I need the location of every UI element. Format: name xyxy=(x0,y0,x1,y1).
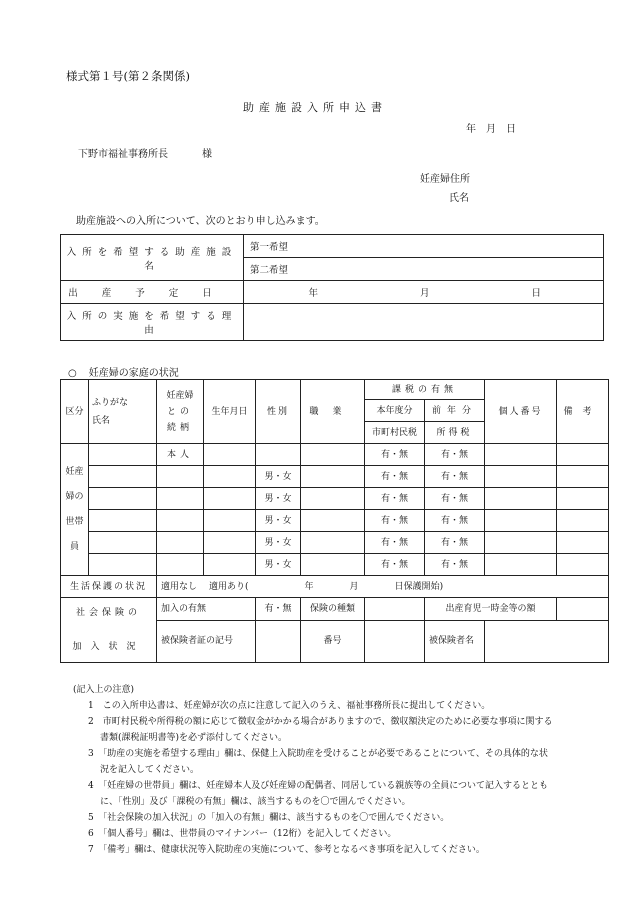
col-tax-status: 課税の有無 xyxy=(365,380,485,400)
group-line1: 妊産 xyxy=(65,466,84,477)
note-2-cont: 書類(課税証明書等)を必ず添付してください。 xyxy=(100,733,288,743)
col-tax-city-1: 本年度分 xyxy=(365,400,425,422)
relation-cell[interactable] xyxy=(157,532,204,554)
tax-city-cell[interactable]: 有・無 xyxy=(365,554,425,576)
group-line2: 婦の xyxy=(65,491,84,502)
page-title: 助産施設入所申込書 xyxy=(243,101,387,114)
tax-income-cell[interactable]: 有・無 xyxy=(425,510,485,532)
name-cell[interactable] xyxy=(89,532,157,554)
facility-label: 入所を希望する助産施設名 xyxy=(61,235,244,281)
card-number-field[interactable] xyxy=(365,621,425,663)
lump-sum-label: 出産育児一時金等の額 xyxy=(425,598,557,621)
welfare-field[interactable] xyxy=(157,576,609,598)
mynumber-cell[interactable] xyxy=(485,444,557,466)
form-number: 様式第１号(第２条関係) xyxy=(66,69,190,83)
tax-income-cell[interactable]: 有・無 xyxy=(425,488,485,510)
job-cell[interactable] xyxy=(301,554,365,576)
job-cell[interactable] xyxy=(301,532,365,554)
col-mynumber: 個人番号 xyxy=(485,380,557,444)
col-relation-line1: 妊産婦 xyxy=(166,390,194,401)
circle-bullet-icon: ○ xyxy=(68,368,77,379)
welfare-start: 日保護開始) xyxy=(394,581,444,592)
name-cell[interactable] xyxy=(89,510,157,532)
gender-cell[interactable]: 男・女 xyxy=(256,554,301,576)
tax-city-cell[interactable]: 有・無 xyxy=(365,444,425,466)
name-cell[interactable] xyxy=(89,488,157,510)
name-cell[interactable] xyxy=(89,444,157,466)
insurance-row-1 xyxy=(61,598,609,621)
note-3: 3 「助産の実施を希望する理由」欄は、保健上入院助産を受けることが必要であることについて、その具体的な状 xyxy=(88,749,548,759)
note-6: 6 「個人番号」欄は、世帯員のマイナンバー（12桁）を記入してください。 xyxy=(88,829,397,839)
second-choice-field[interactable]: 第二希望 xyxy=(244,258,604,281)
col-relation-line2: との xyxy=(166,406,193,417)
gender-cell[interactable]: 男・女 xyxy=(256,510,301,532)
mynumber-cell[interactable] xyxy=(485,466,557,488)
insurance-joined-label: 加入の有無 xyxy=(157,598,256,621)
table-row xyxy=(61,466,609,488)
note-7: 7 「備考」欄は、健康状況等入院助産の実施について、参考となるべき事項を記入してください。 xyxy=(88,845,485,855)
welfare-year: 年 xyxy=(304,581,314,592)
insurance-type-label: 保険の種類 xyxy=(301,598,365,621)
welfare-none: 適用なし xyxy=(161,581,198,592)
mynumber-cell[interactable] xyxy=(485,510,557,532)
relation-cell[interactable] xyxy=(157,510,204,532)
note-1: 1 この入所申込書は、妊産婦が次の点に注意して記入のうえ、福祉事務所長に提出してください。 xyxy=(88,701,491,711)
birth-day: 日 xyxy=(531,288,541,299)
notes-cell[interactable] xyxy=(557,466,609,488)
job-cell[interactable] xyxy=(301,510,365,532)
lump-sum-field[interactable] xyxy=(557,598,609,621)
table-row xyxy=(61,554,609,576)
reason-label: 入所の実施を希望する理由 xyxy=(61,304,244,341)
col-occupation: 職業 xyxy=(301,380,365,444)
date-field[interactable]: 年 月 日 xyxy=(466,124,516,135)
gender-cell[interactable]: 男・女 xyxy=(256,466,301,488)
notes-cell[interactable] xyxy=(557,510,609,532)
group-line4: 員 xyxy=(69,541,79,552)
tax-city-cell[interactable]: 有・無 xyxy=(365,466,425,488)
note-4: 4 「妊産婦の世帯員」欄は、妊産婦本人及び妊産婦の配偶者、同居している親族等の全員について記入するととも xyxy=(88,781,549,791)
birth-cell[interactable] xyxy=(204,532,256,554)
tax-income-cell[interactable]: 有・無 xyxy=(425,444,485,466)
notes-heading: (記入上の注意) xyxy=(73,685,135,695)
relation-cell[interactable] xyxy=(157,488,204,510)
job-cell[interactable] xyxy=(301,444,365,466)
col-relation xyxy=(157,380,204,444)
col-gender: 性別 xyxy=(256,380,301,444)
insurance-label-line1: 社会保険の xyxy=(75,608,141,618)
mynumber-cell[interactable] xyxy=(485,532,557,554)
notes-cell[interactable] xyxy=(557,444,609,466)
col-tax-income-2: 所得税 xyxy=(425,422,485,444)
note-5: 5 「社会保険の加入状況」の「加入の有無」欄は、該当するものを〇で囲んでください。 xyxy=(88,813,450,823)
col-shimei: 氏名 xyxy=(92,415,111,426)
relation-cell[interactable] xyxy=(157,554,204,576)
gender-cell[interactable]: 男・女 xyxy=(256,532,301,554)
reason-field[interactable] xyxy=(244,304,604,341)
tax-city-cell[interactable]: 有・無 xyxy=(365,532,425,554)
facility-table xyxy=(60,234,604,341)
table-row xyxy=(61,510,609,532)
table-row xyxy=(61,444,609,466)
birth-cell[interactable] xyxy=(204,554,256,576)
household-title-text: 妊産婦の家庭の状況 xyxy=(88,368,179,379)
col-name xyxy=(89,380,157,444)
insurance-type-field[interactable] xyxy=(365,598,425,621)
birth-cell[interactable] xyxy=(204,444,256,466)
birth-cell[interactable] xyxy=(204,488,256,510)
welfare-label: 生活保護の状況 xyxy=(61,576,157,598)
group-line3: 世帯 xyxy=(65,516,84,527)
birth-cell[interactable] xyxy=(204,466,256,488)
welfare-month: 月 xyxy=(349,581,359,592)
addressee-office: 下野市福祉事務所長 xyxy=(78,149,168,160)
gender-cell[interactable]: 男・女 xyxy=(256,488,301,510)
col-tax-income-1: 前年分 xyxy=(425,400,485,422)
card-symbol-label: 被保険者証の記号 xyxy=(157,621,256,663)
name-cell[interactable] xyxy=(89,554,157,576)
self-relation-cell: 本人 xyxy=(157,444,204,466)
address-label: 妊産婦住所 xyxy=(420,174,470,185)
household-group-label xyxy=(61,444,89,576)
tax-income-cell[interactable]: 有・無 xyxy=(425,532,485,554)
col-furigana: ふりがな xyxy=(92,397,129,408)
col-relation-line3: 続柄 xyxy=(166,422,193,433)
addressee-honorific: 様 xyxy=(202,149,212,160)
welfare-row xyxy=(61,576,609,598)
table-row xyxy=(61,532,609,554)
name-label: 氏名 xyxy=(449,193,469,204)
col-tax-city-2: 市町村民税 xyxy=(365,422,425,444)
birth-month: 月 xyxy=(419,288,430,299)
col-kubun: 区分 xyxy=(61,380,89,444)
table-row xyxy=(61,488,609,510)
tax-income-cell[interactable]: 有・無 xyxy=(425,554,485,576)
first-choice-field[interactable]: 第一希望 xyxy=(244,235,604,258)
birth-due-label: 出産予定日 xyxy=(61,281,244,304)
tax-city-cell[interactable]: 有・無 xyxy=(365,510,425,532)
card-symbol-field[interactable] xyxy=(256,621,301,663)
household-table xyxy=(60,379,609,663)
relation-cell[interactable] xyxy=(157,466,204,488)
mynumber-cell[interactable] xyxy=(485,554,557,576)
addressee xyxy=(78,145,212,160)
card-number-label: 番号 xyxy=(301,621,365,663)
tax-city-cell[interactable]: 有・無 xyxy=(365,488,425,510)
insurance-joined-field[interactable]: 有・無 xyxy=(256,598,301,621)
notes-cell[interactable] xyxy=(557,488,609,510)
notes-cell[interactable] xyxy=(557,554,609,576)
note-4-cont: に、「性別」及び「課税の有無」欄は、該当するものを〇で囲んでください。 xyxy=(100,797,411,807)
household-section-title xyxy=(68,364,179,379)
notes-cell[interactable] xyxy=(557,532,609,554)
notes-section xyxy=(73,682,596,858)
job-cell[interactable] xyxy=(301,488,365,510)
welfare-applied: 適用あり( xyxy=(209,581,249,592)
tax-income-cell[interactable]: 有・無 xyxy=(425,466,485,488)
mynumber-cell[interactable] xyxy=(485,488,557,510)
insured-name-field[interactable] xyxy=(485,621,609,663)
intro-text: 助産施設への入所について、次のとおり申し込みます。 xyxy=(76,216,325,227)
col-birthdate: 生年月日 xyxy=(204,380,256,444)
birth-due-field[interactable] xyxy=(244,281,604,304)
insurance-label-line2: 加入状況 xyxy=(72,642,145,652)
name-cell[interactable] xyxy=(89,466,157,488)
insured-name-label: 被保険者名 xyxy=(425,621,485,663)
note-3-cont: 況を記入してください。 xyxy=(100,765,200,775)
insurance-label xyxy=(61,598,157,663)
birth-year: 年 xyxy=(308,288,318,299)
job-cell[interactable] xyxy=(301,466,365,488)
gender-cell[interactable] xyxy=(256,444,301,466)
col-notes: 備考 xyxy=(557,380,609,444)
note-2: 2 市町村民税や所得税の額に応じて徴収金がかかる場合がありますので、徴収額決定のために必要な事項に関する xyxy=(88,717,553,727)
birth-cell[interactable] xyxy=(204,510,256,532)
